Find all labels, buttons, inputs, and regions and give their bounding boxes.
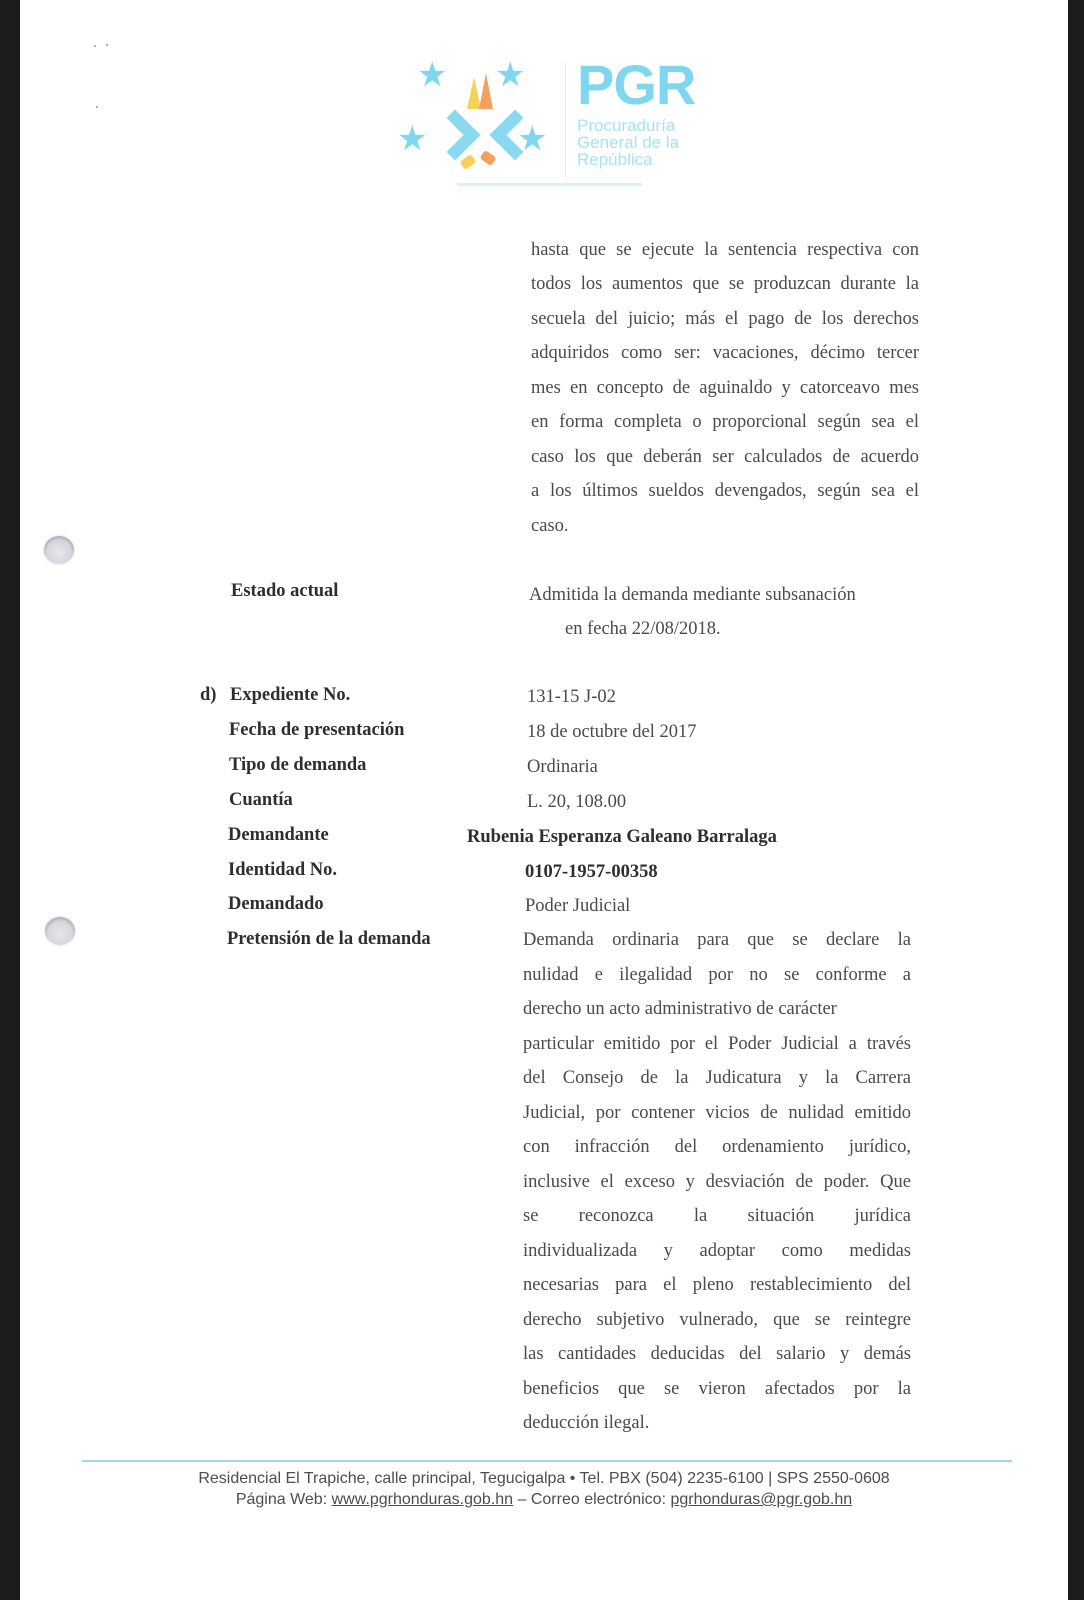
website-link[interactable]: www.pgrhonduras.gob.hn (331, 1491, 514, 1508)
field-label-tipo: Tipo de demanda (229, 755, 367, 775)
scan-speck (96, 106, 98, 108)
flame-base-orange-icon (479, 150, 496, 166)
paragraph-line: particular emitido por el Poder Judicial a través (523, 1034, 911, 1054)
star-icon: ★ (495, 57, 526, 94)
estado-actual-value: en fecha 22/08/2018. (565, 619, 721, 639)
logo-name: Procuraduría General de la República (577, 116, 680, 169)
estado-actual-value: Admitida la demanda mediante subsanación (529, 585, 856, 605)
paragraph-line: Demanda ordinaria para que se declare la (523, 930, 911, 950)
field-label-identidad: Identidad No. (228, 860, 337, 880)
document-page (20, 0, 1068, 1600)
paragraph-line: todos los aumentos que se produzcan durante la (531, 274, 919, 294)
star-arm-left-icon (430, 110, 481, 161)
star-icon: ★ (517, 121, 548, 158)
paragraph-line: caso los que deberán ser calculados de acuerdo (531, 447, 919, 467)
footer-address: Residencial El Trapiche, calle principal, Tegucigalpa • Tel. PBX (504) 2235-6100 | SPS 2550-0608 (198, 1470, 890, 1487)
field-label-cuantia: Cuantía (229, 790, 293, 810)
paragraph-line: adquiridos como ser: vacaciones, décimo tercer (531, 343, 919, 363)
logo-divider (565, 63, 566, 178)
field-value-expediente: 131-15 J-02 (527, 687, 616, 707)
paragraph-line: derecho un acto administrativo de carácter (523, 999, 837, 1019)
hole-punch (45, 917, 75, 945)
email-link[interactable]: pgrhonduras@pgr.gob.hn (670, 1491, 853, 1508)
field-value-identidad: 0107-1957-00358 (525, 862, 658, 882)
paragraph-line: deducción ilegal. (523, 1413, 650, 1433)
paragraph-line: en forma completa o proporcional según sea el (531, 412, 919, 432)
logo-acronym: PGR (577, 53, 696, 116)
scan-speck (106, 44, 108, 46)
field-label-expediente: Expediente No. (230, 685, 351, 705)
paragraph-line: a los últimos sueldos devengados, según sea el (531, 481, 919, 501)
field-value-tipo: Ordinaria (527, 757, 598, 777)
footer-contact (20, 1490, 1068, 1510)
paragraph-line: beneficios que se vieron afectados por la (523, 1379, 911, 1399)
paragraph-line: mes en concepto de aguinaldo y catorceavo mes (531, 378, 919, 398)
scan-speck (94, 45, 96, 47)
hole-punch (44, 536, 74, 564)
footer-divider (82, 1460, 1012, 1462)
paragraph-line: del Consejo de la Judicatura y la Carrera (523, 1068, 911, 1088)
field-label-fecha: Fecha de presentación (229, 720, 405, 740)
flame-base-yellow-icon (459, 154, 476, 170)
flame-orange-icon (479, 73, 493, 109)
paragraph-line: necesarias para el pleno restablecimiento del (523, 1275, 911, 1295)
star-icon: ★ (417, 57, 448, 94)
field-value-cuantia: L. 20, 108.00 (527, 792, 627, 812)
paragraph-line: las cantidades deducidas del salario y demás (523, 1344, 911, 1364)
estado-actual-label: Estado actual (231, 581, 339, 601)
paragraph-line: individualizada y adoptar como medidas (523, 1241, 911, 1261)
case-marker: d) (200, 685, 217, 705)
field-label-demandado: Demandado (228, 894, 324, 914)
field-label-pretension: Pretensión de la demanda (227, 929, 431, 949)
paragraph-line: con infracción del ordenamiento jurídico, (523, 1137, 911, 1157)
paragraph-line: derecho subjetivo vulnerado, que se reintegre (523, 1310, 911, 1330)
paragraph-line: Judicial, por contener vicios de nulidad emitido (523, 1103, 911, 1123)
paragraph-line: inclusive el exceso y desviación de poder. Que (523, 1172, 911, 1192)
paragraph-line: se reconozca la situación jurídica (523, 1206, 911, 1226)
paragraph-line: nulidad e ilegalidad por no se conforme a (523, 965, 911, 985)
paragraph-line: secuela del juicio; más el pago de los derechos (531, 309, 919, 329)
pgr-logo (385, 55, 725, 200)
field-value-fecha: 18 de octubre del 2017 (527, 722, 697, 742)
paragraph-line: hasta que se ejecute la sentencia respectiva con (531, 240, 919, 260)
field-value-demandado: Poder Judicial (525, 896, 631, 916)
field-label-demandante: Demandante (228, 825, 329, 845)
logo-tagline (457, 183, 642, 186)
footer-separator: – Correo electrónico: (513, 1491, 671, 1508)
footer-web-label: Página Web: (235, 1491, 332, 1508)
field-value-demandante: Rubenia Esperanza Galeano Barralaga (467, 827, 777, 847)
paragraph-line: caso. (531, 516, 569, 536)
star-icon: ★ (397, 121, 428, 158)
